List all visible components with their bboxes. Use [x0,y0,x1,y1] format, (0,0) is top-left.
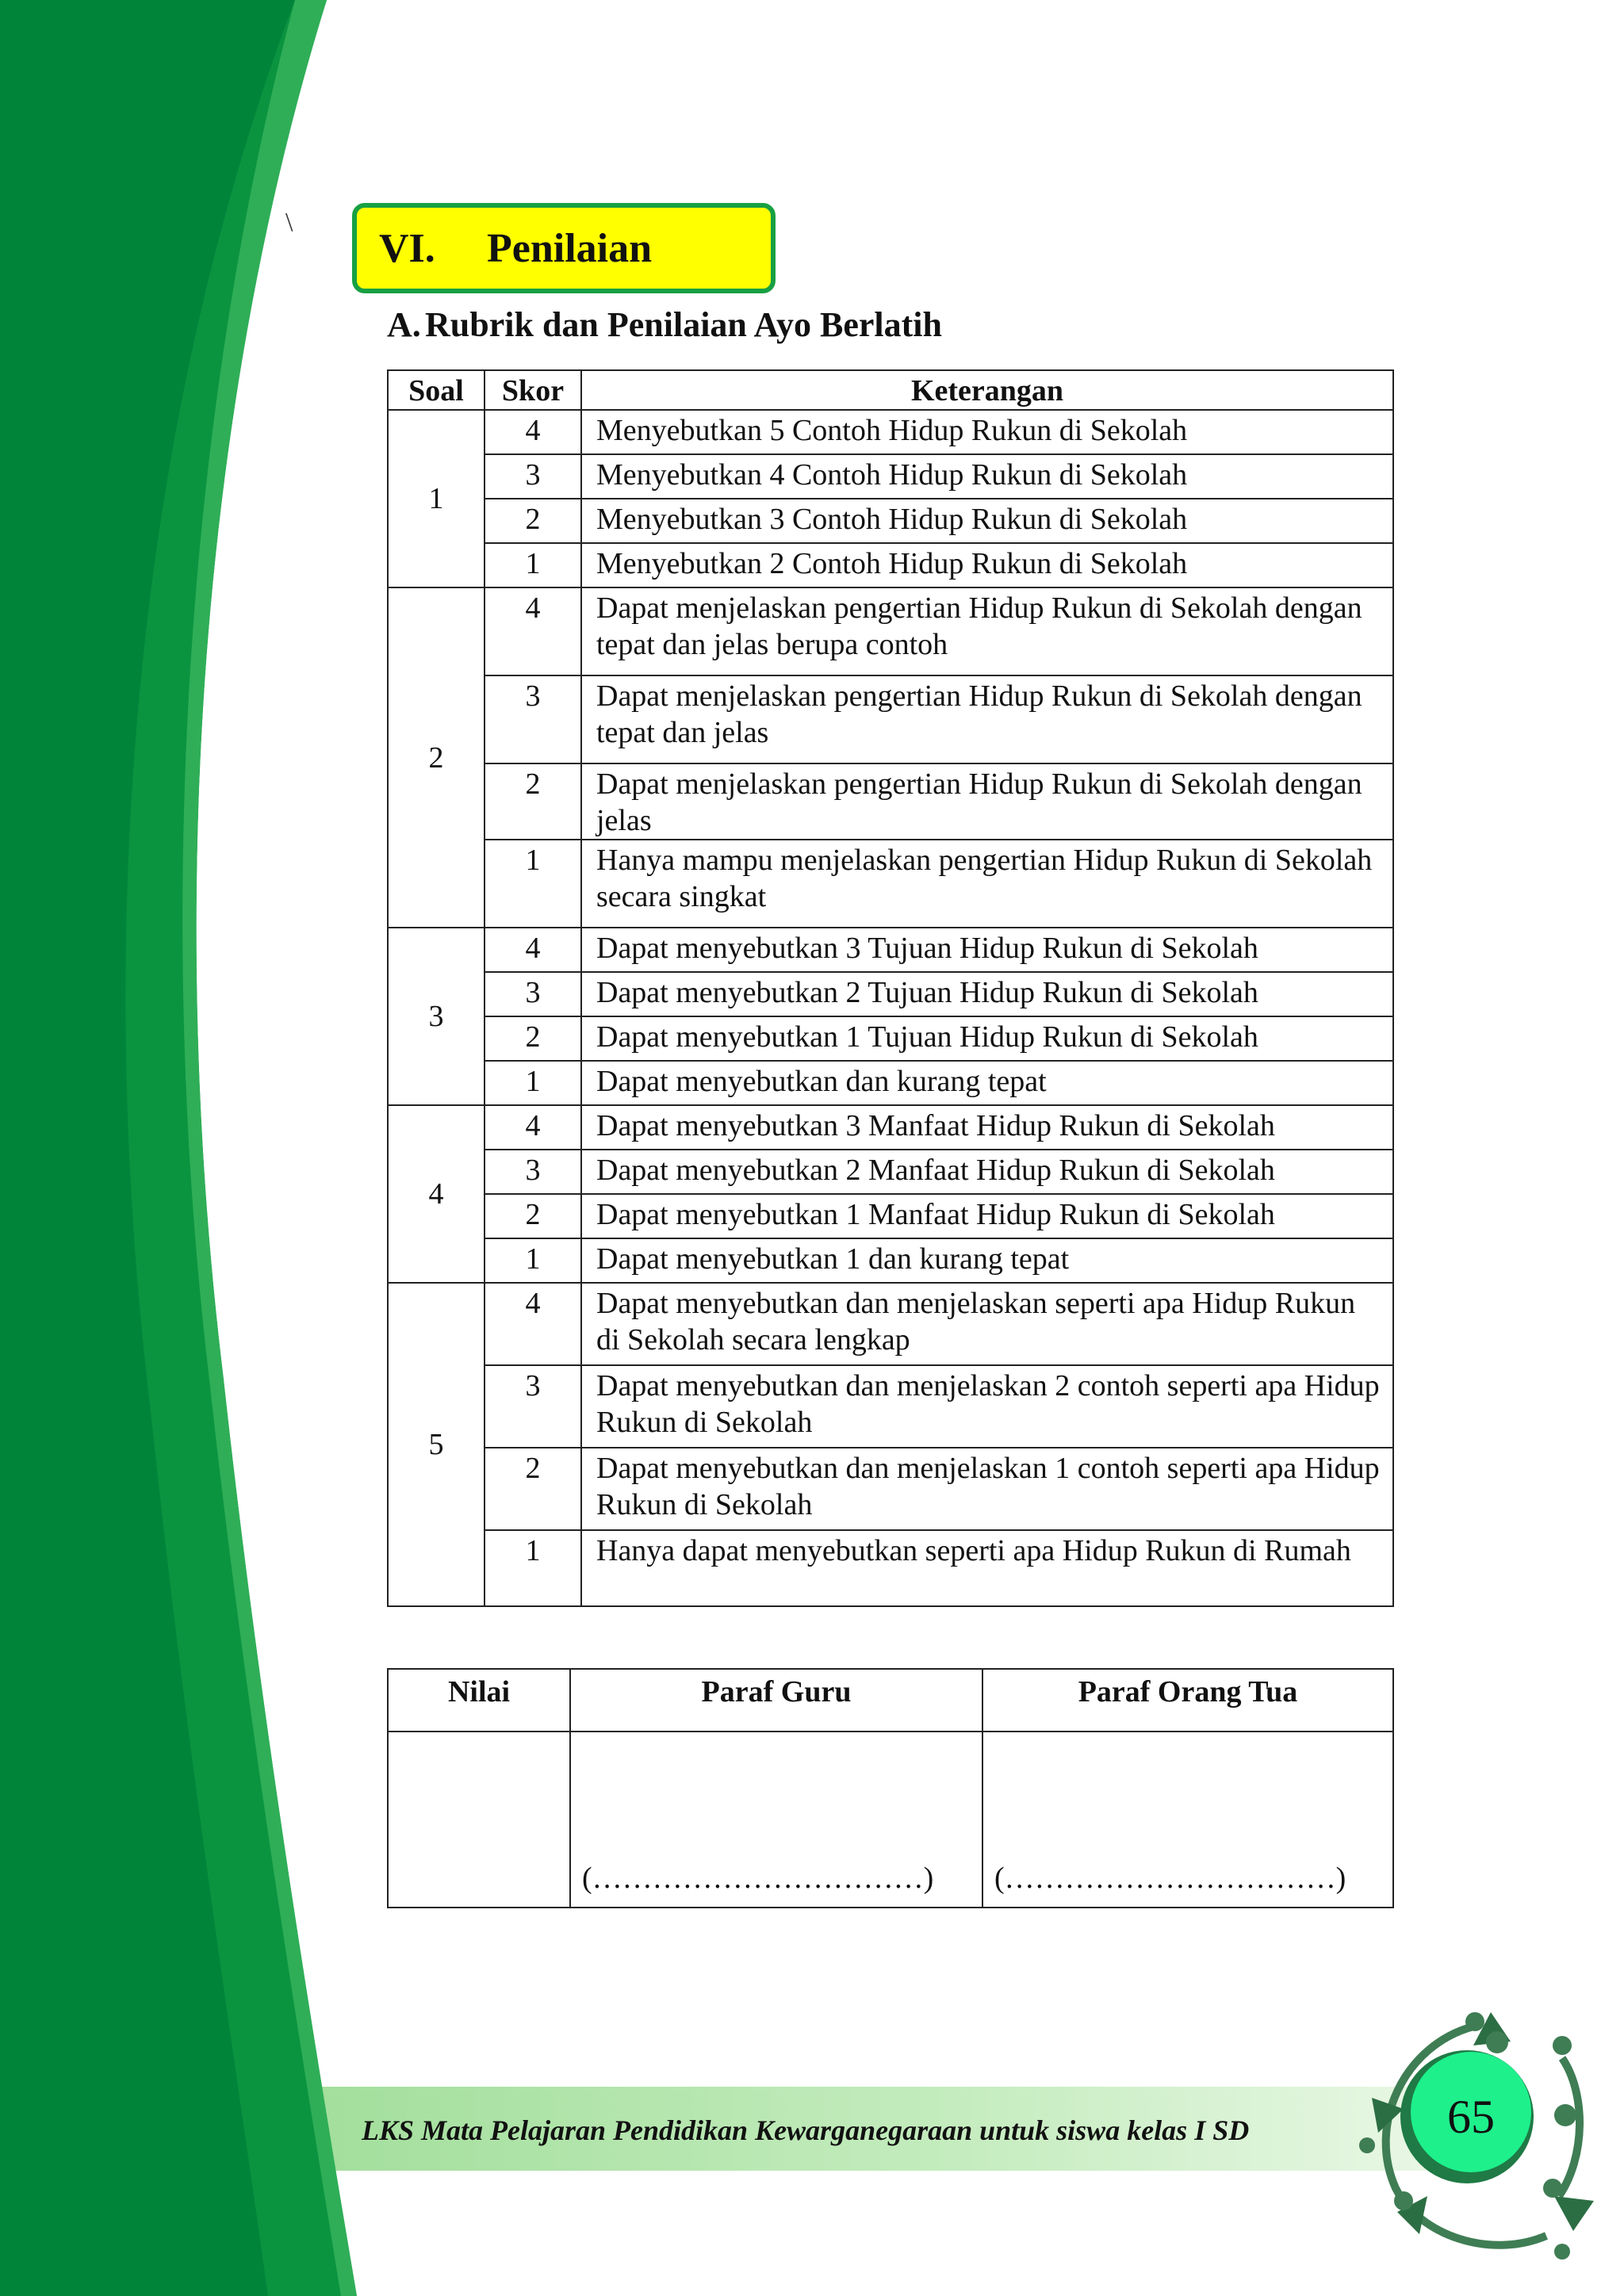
table-row [388,410,1393,454]
skor-cell: 4 [485,410,581,454]
keterangan-cell: Dapat menjelaskan pengertian Hidup Rukun di Sekolah dengan jelas [581,763,1393,840]
skor-cell: 2 [485,763,581,840]
table-row [388,972,1393,1016]
keterangan-cell: Dapat menyebutkan 2 Tujuan Hidup Rukun di Sekolah [581,972,1393,1016]
signature-header-row [388,1669,1393,1732]
keterangan-cell: Dapat menyebutkan dan menjelaskan 2 contoh seperti apa Hidup Rukun di Sekolah [581,1365,1393,1448]
keterangan-cell: Dapat menyebutkan 1 dan kurang tepat [581,1238,1393,1283]
skor-cell: 3 [485,972,581,1016]
keterangan-cell: Menyebutkan 4 Contoh Hidup Rukun di Sekolah [581,454,1393,499]
keterangan-cell: Dapat menyebutkan 3 Tujuan Hidup Rukun di Sekolah [581,928,1393,972]
footer-caption: LKS Mata Pelajaran Pendidikan Kewarganegaraan untuk siswa kelas I SD [362,2114,1250,2146]
signature-placeholder: (……………………………) [582,1862,934,1895]
table-row [388,1194,1393,1238]
keterangan-cell: Hanya dapat menyebutkan seperti apa Hidup Rukun di Rumah [581,1530,1393,1606]
table-row [388,1061,1393,1105]
skor-cell: 1 [485,1238,581,1283]
keterangan-cell: Menyebutkan 3 Contoh Hidup Rukun di Sekolah [581,499,1393,543]
table-row [388,840,1393,928]
stray-backslash: \ [285,208,293,237]
skor-cell: 2 [485,1194,581,1238]
soal-number: 3 [388,928,485,1105]
skor-cell: 4 [485,1105,581,1150]
table-row [388,1283,1393,1365]
skor-cell: 2 [485,499,581,543]
keterangan-cell: Dapat menyebutkan dan kurang tepat [581,1061,1393,1105]
keterangan-cell: Dapat menyebutkan 3 Manfaat Hidup Rukun di Sekolah [581,1105,1393,1150]
table-row [388,1016,1393,1061]
page-number: 65 [1447,2090,1495,2143]
table-row [388,1448,1393,1530]
header-skor: Skor [485,370,581,410]
skor-cell: 2 [485,1448,581,1530]
soal-number: 4 [388,1105,485,1283]
skor-cell: 2 [485,1016,581,1061]
header-keterangan: Keterangan [581,370,1393,410]
keterangan-cell: Menyebutkan 5 Contoh Hidup Rukun di Sekolah [581,410,1393,454]
soal-number: 1 [388,410,485,587]
table-row [388,454,1393,499]
skor-cell: 1 [485,1530,581,1606]
section-heading [352,203,776,293]
section-number: VI. [379,225,435,271]
subsection-title: Rubrik dan Penilaian Ayo Berlatih [425,305,942,344]
table-row [388,1530,1393,1606]
keterangan-cell: Dapat menyebutkan dan menjelaskan seperti apa Hidup Rukun di Sekolah secara lengkap [581,1283,1393,1365]
section-title: Penilaian [487,225,653,271]
soal-number: 2 [388,587,485,928]
skor-cell: 1 [485,1061,581,1105]
keterangan-cell: Dapat menjelaskan pengertian Hidup Rukun di Sekolah dengan tepat dan jelas [581,675,1393,763]
keterangan-cell: Dapat menyebutkan 1 Tujuan Hidup Rukun di Sekolah [581,1016,1393,1061]
header-soal: Soal [388,370,485,410]
keterangan-cell: Dapat menyebutkan dan menjelaskan 1 contoh seperti apa Hidup Rukun di Sekolah [581,1448,1393,1530]
subsection-letter: A. [387,305,421,344]
nilai-field[interactable] [388,1732,570,1908]
table-row [388,499,1393,543]
signature-table [387,1668,1394,1908]
table-row [388,587,1393,675]
keterangan-cell: Dapat menyebutkan 2 Manfaat Hidup Rukun di Sekolah [581,1150,1393,1194]
table-row [388,763,1393,840]
skor-cell: 3 [485,1365,581,1448]
keterangan-cell: Dapat menjelaskan pengertian Hidup Rukun di Sekolah dengan tepat dan jelas berupa contoh [581,587,1393,675]
table-row [388,1365,1393,1448]
table-row [388,1105,1393,1150]
keterangan-cell: Dapat menyebutkan 1 Manfaat Hidup Rukun di Sekolah [581,1194,1393,1238]
rubric-table [387,369,1394,1607]
table-row [388,543,1393,587]
skor-cell: 1 [485,840,581,928]
table-row [388,675,1393,763]
signature-row [388,1732,1393,1908]
skor-cell: 4 [485,928,581,972]
header-paraf-guru: Paraf Guru [570,1669,982,1732]
table-row [388,928,1393,972]
table-row [388,1150,1393,1194]
skor-cell: 4 [485,587,581,675]
skor-cell: 3 [485,675,581,763]
paraf-guru-field[interactable] [570,1732,982,1908]
soal-number: 5 [388,1283,485,1606]
signature-placeholder: (……………………………) [994,1862,1346,1895]
skor-cell: 1 [485,543,581,587]
paraf-orang-tua-field[interactable] [982,1732,1393,1908]
header-paraf-orang-tua: Paraf Orang Tua [982,1669,1393,1732]
keterangan-cell: Hanya mampu menjelaskan pengertian Hidup Rukun di Sekolah secara singkat [581,840,1393,928]
subsection-heading [387,304,942,345]
skor-cell: 4 [485,1283,581,1365]
skor-cell: 3 [485,1150,581,1194]
rubric-header-row [388,370,1393,410]
header-nilai: Nilai [388,1669,570,1732]
table-row [388,1238,1393,1283]
skor-cell: 3 [485,454,581,499]
keterangan-cell: Menyebutkan 2 Contoh Hidup Rukun di Sekolah [581,543,1393,587]
